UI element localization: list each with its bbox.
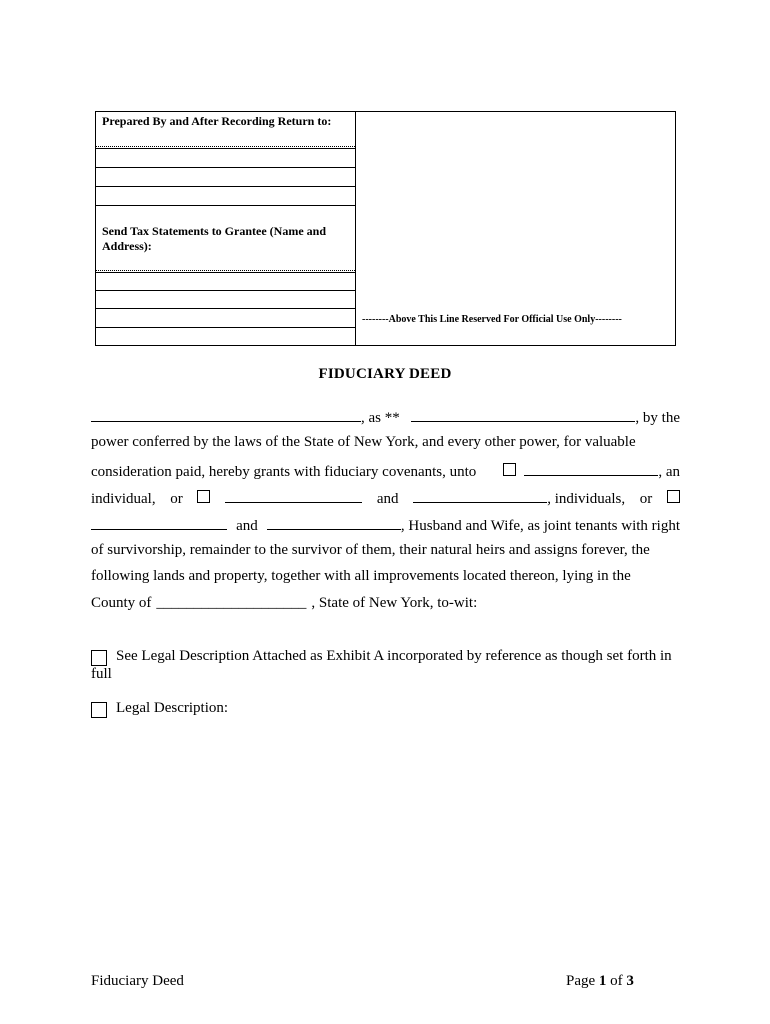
individual-grantee-checkbox[interactable] (503, 463, 516, 476)
tax-address-line-2[interactable] (96, 290, 355, 291)
paragraph-text: consideration paid, hereby grants with fiduciary covenants, unto (91, 464, 477, 480)
individual-grantee-field[interactable] (524, 461, 658, 476)
return-address-line-1[interactable] (96, 146, 355, 149)
grantee-1-field[interactable] (225, 488, 362, 503)
individuals-grantee-checkbox[interactable] (197, 490, 210, 503)
paragraph-text: of survivorship, remainder to the survivor of them, their natural heirs and assigns forever, the (91, 542, 650, 558)
paragraph-text: and (236, 518, 258, 534)
paragraph-line-6 (91, 542, 680, 569)
paragraph-line-4 (91, 488, 680, 515)
recording-return-section (96, 112, 356, 345)
prepared-by-label: Prepared By and After Recording Return to: (102, 114, 332, 128)
grantee-2-field[interactable] (413, 488, 547, 503)
tax-address-line-1[interactable] (96, 270, 355, 273)
paragraph-text: , State of New York, to-wit: (311, 595, 478, 611)
page-number: Page 1 of 3 (566, 973, 634, 989)
paragraph-text: , an (658, 464, 680, 480)
fiduciary-capacity-field[interactable] (411, 407, 635, 422)
paragraph-line-7 (91, 568, 680, 595)
grantor-name-field[interactable] (91, 407, 361, 422)
paragraph-text: or (639, 491, 653, 507)
recording-box (95, 111, 676, 346)
paragraph-line-8 (91, 595, 680, 622)
exhibit-a-label: See Legal Description Attached as Exhibit A incorporated by reference as though set forth in (116, 648, 672, 664)
paragraph-text: or (170, 491, 183, 507)
paragraph-line-3 (91, 461, 680, 488)
husband-name-field[interactable] (91, 515, 227, 530)
tax-address-line-4[interactable] (96, 327, 355, 328)
paragraph-text: power conferred by the laws of the State of New York, and every other power, for valuable (91, 434, 636, 450)
wife-name-field[interactable] (267, 515, 401, 530)
paragraph-text: and (376, 491, 399, 507)
paragraph-text: , Husband and Wife, as joint tenants with right (400, 518, 680, 534)
tax-statements-label: Send Tax Statements to Grantee (Name and Address): (102, 224, 326, 253)
legal-description-checkbox[interactable] (91, 702, 107, 718)
paragraph-line-2 (91, 434, 680, 461)
paragraph-line-5 (91, 515, 680, 542)
husband-wife-grantee-checkbox[interactable] (667, 490, 680, 503)
page-title: FIDUCIARY DEED (318, 366, 452, 382)
legal-description-label: Legal Description: (116, 700, 229, 716)
footer-doc-title: Fiduciary Deed (91, 973, 184, 989)
exhibit-a-checkbox[interactable] (91, 650, 107, 666)
paragraph-line-1 (91, 407, 680, 434)
paragraph-text: County of (91, 595, 152, 611)
exhibit-a-label-cont: full (91, 666, 112, 682)
return-address-line-3[interactable] (96, 186, 355, 187)
county-field[interactable]: ____________________ (156, 595, 307, 611)
paragraph-text: , individuals, (547, 491, 626, 507)
paragraph-text: individual, (91, 491, 156, 507)
return-address-line-2[interactable] (96, 167, 355, 168)
by-the-text: , by the (635, 410, 680, 426)
tax-address-line-3[interactable] (96, 308, 355, 309)
paragraph-text: following lands and property, together with all improvements located thereon, lying in the (91, 568, 631, 584)
as-text: , as ** (361, 410, 400, 426)
return-address-line-4[interactable] (96, 205, 355, 206)
official-use-notice: --------Above This Line Reserved For Official Use Only-------- (362, 314, 622, 325)
